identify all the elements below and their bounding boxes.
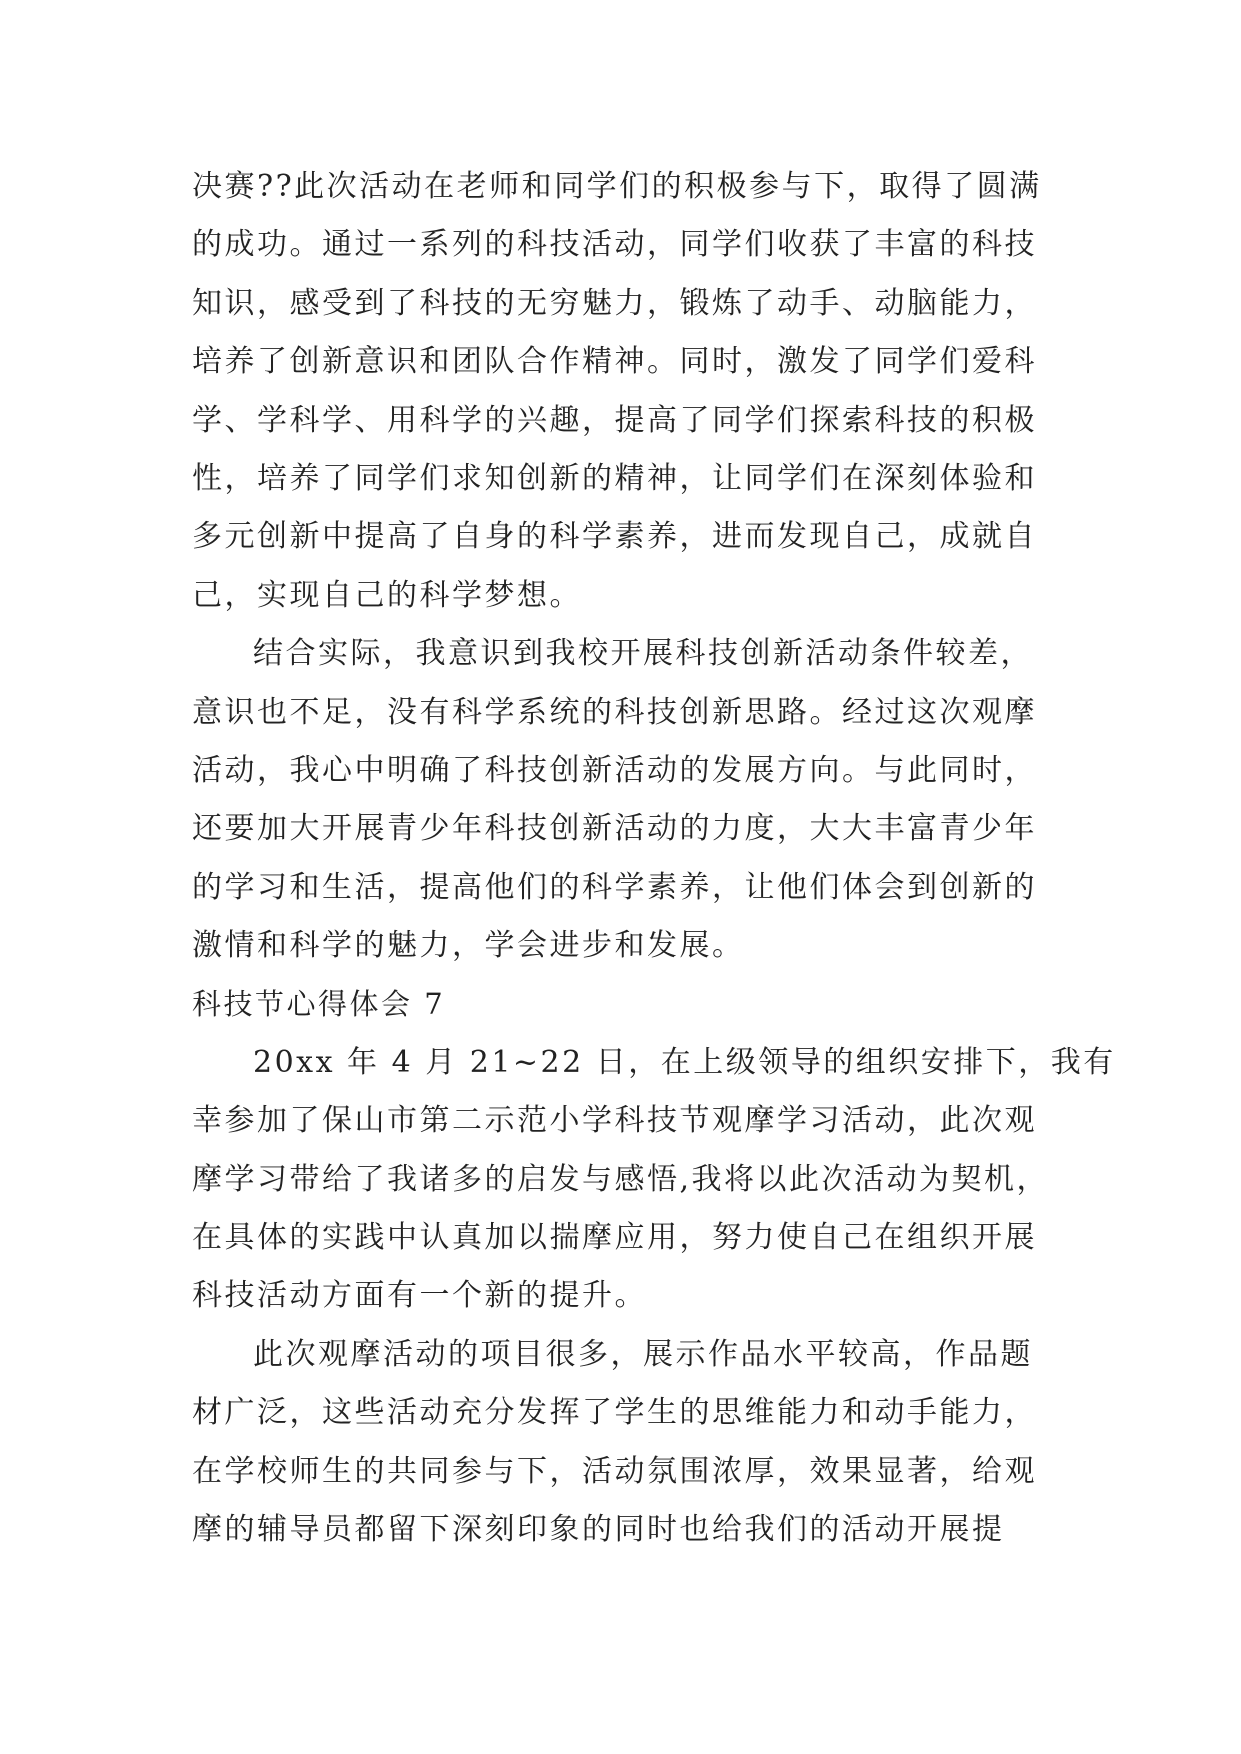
text-line: 学、学科学、用科学的兴趣，提高了同学们探索科技的积极 [192,402,1037,438]
document-body [192,158,1116,1559]
text-line: 科技活动方面有一个新的提升。 [192,1278,647,1314]
text-line: 决赛??此次活动在老师和同学们的积极参与下，取得了圆满 [192,169,1042,204]
text-line: 此次观摩活动的项目很多，展示作品水平较高，作品题 [253,1336,1033,1372]
text-line: 还要加大开展青少年科技创新活动的力度，大大丰富青少年 [192,811,1037,847]
text-line: 己，实现自己的科学梦想。 [192,577,582,613]
text-line: 的学习和生活，提高他们的科学素养，让他们体会到创新的 [192,869,1037,905]
paragraph [192,1034,1116,1326]
paragraph [192,625,1062,975]
text-line: 20xx 年 4 月 21~22 日，在上级领导的组织安排下，我有 [253,1044,1116,1080]
text-line: 意识也不足，没有科学系统的科技创新思路。经过这次观摩 [192,694,1037,730]
text-line: 摩的辅导员都留下深刻印象的同时也给我们的活动开展提 [192,1511,1005,1547]
text-line: 性，培养了同学们求知创新的精神，让同学们在深刻体验和 [192,460,1037,496]
text-line: 摩学习带给了我诸多的启发与感悟,我将以此次活动为契机， [192,1161,1050,1197]
text-line: 活动，我心中明确了科技创新活动的发展方向。与此同时， [192,752,1037,788]
text-line: 在学校师生的共同参与下，活动氛围浓厚，效果显著，给观 [192,1453,1037,1489]
section-heading: 科技节心得体会 7 [192,987,446,1022]
text-line: 激情和科学的魅力，学会进步和发展。 [192,928,745,964]
text-line: 材广泛，这些活动充分发挥了学生的思维能力和动手能力， [192,1395,1037,1431]
text-line: 知识，感受到了科技的无穷魅力，锻炼了动手、动脑能力， [192,285,1037,321]
text-line: 培养了创新意识和团队合作精神。同时，激发了同学们爱科 [192,344,1037,380]
text-line: 的成功。通过一系列的科技活动，同学们收获了丰富的科技 [192,227,1037,263]
paragraph [192,1326,1062,1560]
text-line: 幸参加了保山市第二示范小学科技节观摩学习活动，此次观 [192,1103,1037,1139]
text-line: 多元创新中提高了自身的科学素养，进而发现自己，成就自 [192,519,1037,555]
text-line: 在具体的实践中认真加以揣摩应用，努力使自己在组织开展 [192,1220,1037,1256]
text-line: 结合实际，我意识到我校开展科技创新活动条件较差， [253,636,1033,672]
paragraph [192,158,1062,625]
